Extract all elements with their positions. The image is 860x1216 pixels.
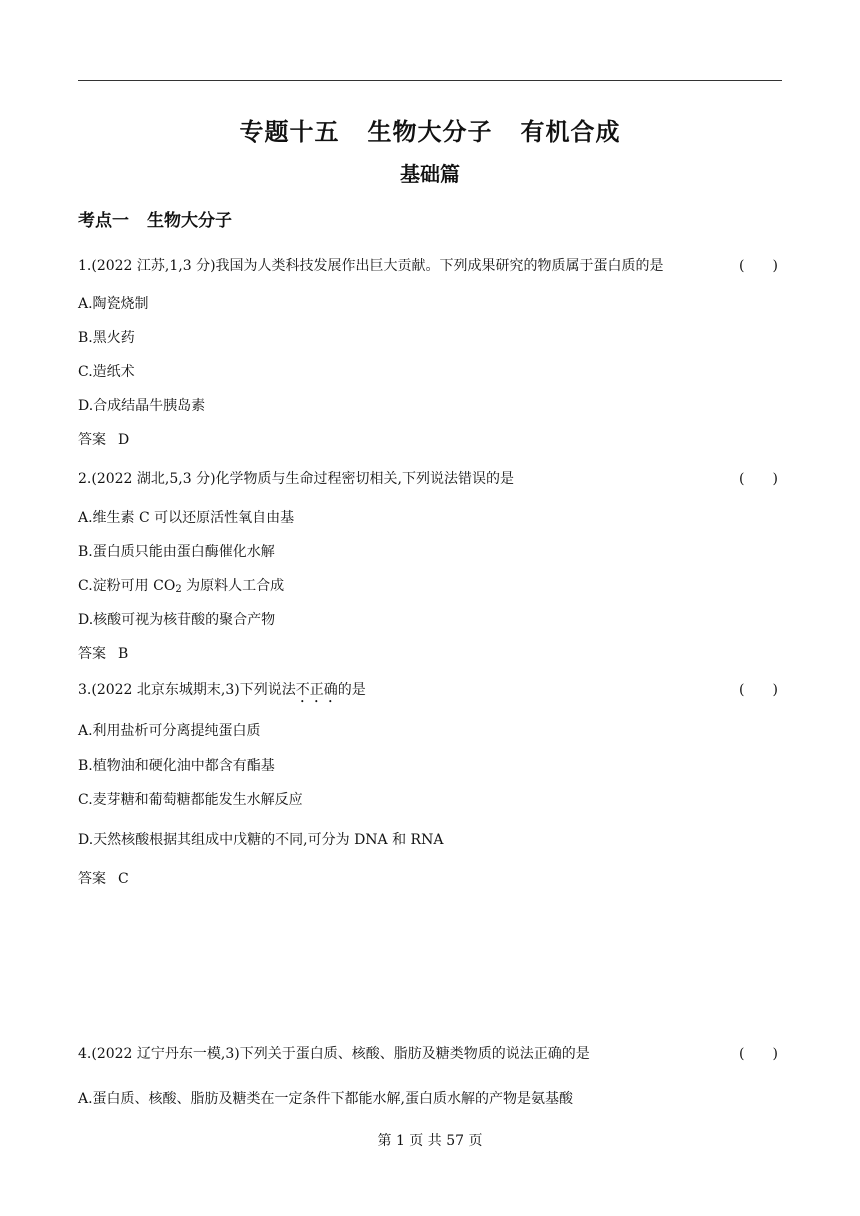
header-rule [78,80,782,81]
question-2-stem: 2.(2022 湖北,5,3 分)化学物质与生命过程密切相关,下列说法错误的是 [78,471,514,487]
section-label: 考点一 [78,211,129,231]
option-c-text-start: C.淀粉可用 CO [78,578,176,594]
question-1-option-d: D.合成结晶牛胰岛素 [78,398,206,414]
question-1-answer [78,429,129,449]
question-3-option-b: B.植物油和硬化油中都含有酯基 [78,758,275,774]
question-2-answer [78,643,128,663]
question-2-option-d: D.核酸可视为核苷酸的聚合产物 [78,612,276,628]
question-4-option-a: A.蛋白质、核酸、脂肪及糖类在一定条件下都能水解,蛋白质水解的产物是氨基酸 [78,1091,574,1107]
question-3-answer-blank: ( ) [739,682,778,698]
question-1-stem: 1.(2022 江苏,1,3 分)我国为人类科技发展作出巨大贡献。下列成果研究的物质属于蛋白质的是 [78,258,664,274]
question-3-answer [78,868,129,888]
page-subtitle: 基础篇 [400,162,460,186]
question-3-option-d: D.天然核酸根据其组成中戊糖的不同,可分为 DNA 和 RNA [78,832,444,848]
question-4-stem: 4.(2022 辽宁丹东一模,3)下列关于蛋白质、核酸、脂肪及糖类物质的说法正确的是 [78,1046,590,1062]
section-name: 生物大分子 [147,211,232,231]
answer-value: B [118,646,129,662]
question-3-stem [78,679,366,706]
question-4-answer-blank: ( ) [739,1046,778,1062]
page-title [0,112,860,147]
answer-value: D [118,432,130,448]
title-part-biomolecules: 生物大分子 [367,118,493,146]
question-2-answer-blank: ( ) [739,471,778,487]
question-1-answer-blank: ( ) [739,258,778,274]
question-2-option-c [78,575,284,595]
option-c-subscript: 2 [175,584,182,595]
question-3-option-a: A.利用盐析可分离提纯蛋白质 [78,723,261,739]
answer-label: 答案 [78,646,106,662]
section-heading [78,206,232,231]
option-c-text-end: 为原料人工合成 [181,578,285,594]
stem-text-end: 的是 [337,682,366,698]
title-part-synthesis: 有机合成 [520,118,621,146]
question-2-option-a: A.维生素 C 可以还原活性氧自由基 [78,510,295,526]
stem-text-start: 3.(2022 北京东城期末,3)下列说法 [78,682,296,698]
answer-label: 答案 [78,432,106,448]
question-1-option-c: C.造纸术 [78,364,135,380]
question-3-option-c: C.麦芽糖和葡萄糖都能发生水解反应 [78,792,303,808]
stem-emphasis: 不正确 [295,682,338,698]
question-1-option-a: A.陶瓷烧制 [78,296,149,312]
question-1-option-b: B.黑火药 [78,330,135,346]
answer-label: 答案 [78,871,106,887]
page-footer: 第 1 页 共 57 页 [377,1133,483,1149]
question-2-option-b: B.蛋白质只能由蛋白酶催化水解 [78,544,275,560]
title-part-topic: 专题十五 [239,118,340,146]
answer-value: C [118,871,129,887]
